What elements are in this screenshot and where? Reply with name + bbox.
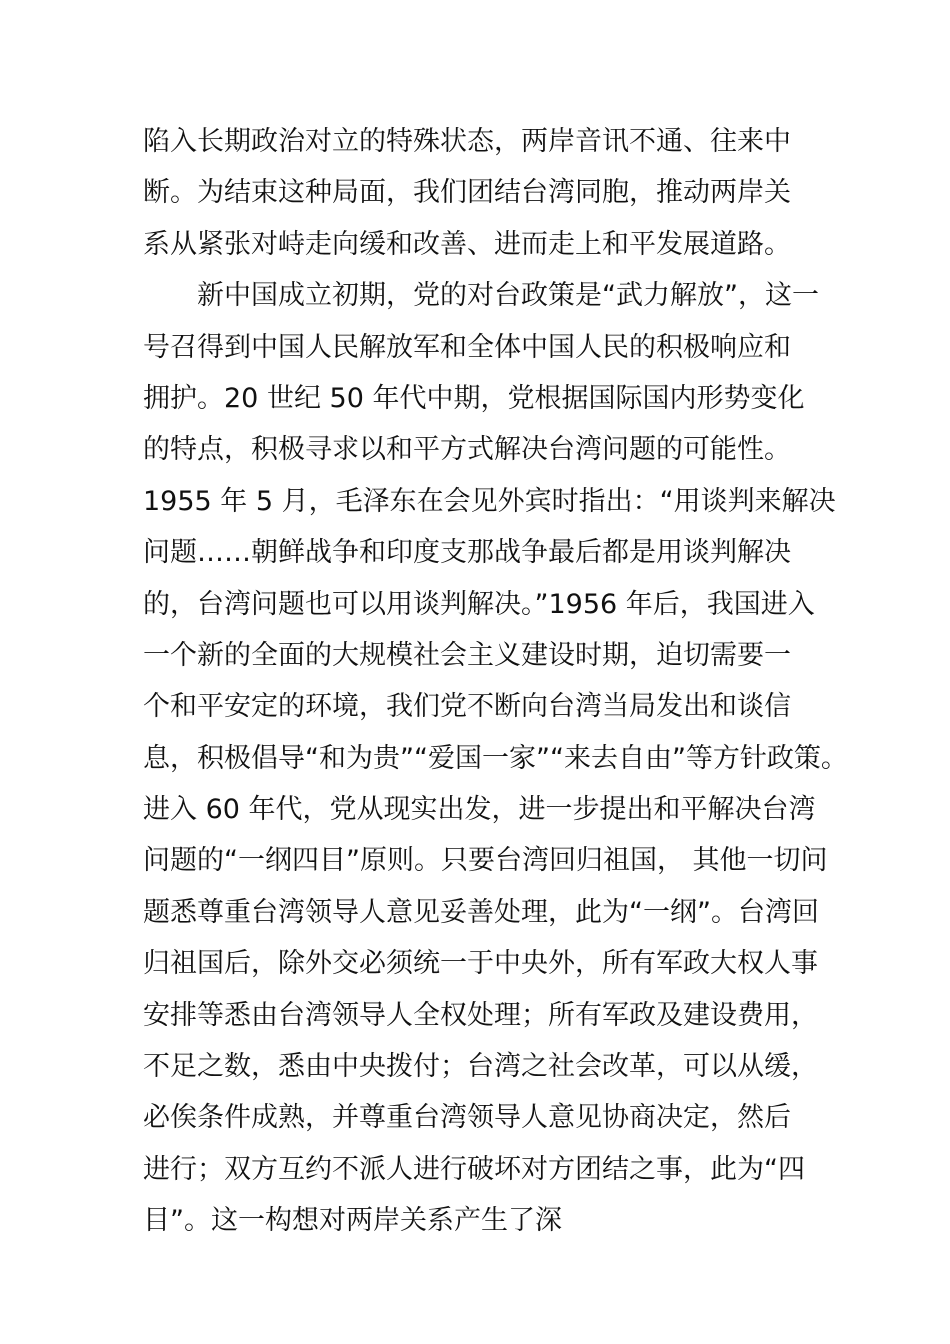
text-line: 的，台湾问题也可以用谈判解决。”1956 年后，我国进入 bbox=[143, 588, 815, 620]
text-line: 息，积极倡导“和为贵”“爱国一家”“来去自由”等方针政策。 bbox=[143, 742, 848, 774]
text-line: 必俟条件成熟，并尊重台湾领导人意见协商决定，然后 bbox=[143, 1102, 791, 1134]
text-line: 个和平安定的环境，我们党不断向台湾当局发出和谈信 bbox=[143, 691, 791, 723]
text-line: 进入 60 年代，党从现实出发，进一步提出和平解决台湾 bbox=[143, 794, 816, 826]
text-line: 问题的“一纲四目”原则。只要台湾回归祖国， 其他一切问 bbox=[143, 845, 828, 877]
text-line: 断。为结束这种局面，我们团结台湾同胞，推动两岸关 bbox=[143, 177, 791, 209]
text-line: 题悉尊重台湾领导人意见妥善处理，此为“一纲”。台湾回 bbox=[143, 896, 819, 928]
text-line: 陷入长期政治对立的特殊状态，两岸音讯不通、往来中 bbox=[143, 126, 791, 157]
text-line: 目”。这一构想对两岸关系产生了深 bbox=[143, 1205, 562, 1237]
text-line: 问题……朝鲜战争和印度支那战争最后都是用谈判解决 bbox=[143, 537, 791, 569]
text-line: 拥护。20 世纪 50 年代中期，党根据国际国内形势变化 bbox=[143, 382, 805, 414]
text-line: 的特点，积极寻求以和平方式解决台湾问题的可能性。 bbox=[143, 434, 791, 466]
text-line: 一个新的全面的大规模社会主义建设时期，迫切需要一 bbox=[143, 639, 791, 671]
text-line: 系从紧张对峙走向缓和改善、进而走上和平发展道路。 bbox=[143, 228, 791, 260]
text-line: 安排等悉由台湾领导人全权处理；所有军政及建设费用， bbox=[143, 999, 818, 1031]
text-line: 1955 年 5 月，毛泽东在会见外宾时指出：“用谈判来解决 bbox=[143, 485, 836, 517]
text-line: 归祖国后，除外交必须统一于中央外，所有军政大权人事 bbox=[143, 948, 818, 980]
text-line: 不足之数，悉由中央拨付；台湾之社会改革，可以从缓， bbox=[143, 1051, 818, 1083]
body-text bbox=[143, 116, 848, 1247]
paragraph-first-line: 新中国成立初期，党的对台政策是“武力解放”，这一 bbox=[197, 280, 819, 312]
text-line: 号召得到中国人民解放军和全体中国人民的积极响应和 bbox=[143, 331, 791, 363]
text-line: 进行；双方互约不派人进行破坏对方团结之事，此为“四 bbox=[143, 1153, 805, 1185]
